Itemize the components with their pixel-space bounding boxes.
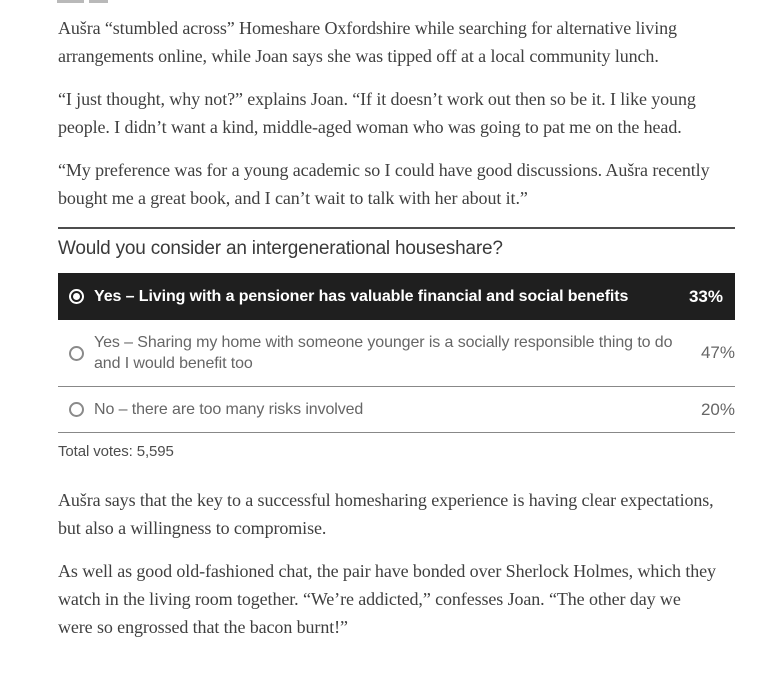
- poll-question: Would you consider an intergenerational houseshare?: [58, 238, 503, 259]
- poll-option-yes-sharing[interactable]: [58, 320, 735, 387]
- article-paragraph: “I just thought, why not?” explains Joan. “If it doesn’t work out then so be it. I like young people. I didn’t want a kind, middle-aged woman who was going to pat me on the head.: [58, 89, 696, 137]
- article-paragraph: “My preference was for a young academic so I could have good discussions. Aušra recently bought me a great book, and I can’t wait to talk with her about it.”: [58, 160, 710, 208]
- radio-unselected-icon[interactable]: [69, 346, 84, 361]
- article-content: [58, 14, 735, 656]
- poll-option-percent: 33%: [688, 286, 723, 306]
- poll-widget: [58, 227, 735, 460]
- poll-option-label: Yes – Sharing my home with someone younger is a socially responsible thing to do and I would benefit too: [94, 334, 673, 372]
- cropped-content-fragment: [57, 0, 117, 3]
- radio-selected-icon[interactable]: [69, 289, 84, 304]
- article-paragraph: Aušra says that the key to a successful homesharing experience is having clear expectations, but also a willingness to compromise.: [58, 490, 714, 538]
- poll-option-yes-pensioner[interactable]: [58, 273, 735, 320]
- poll-option-no-risks[interactable]: [58, 387, 735, 433]
- poll-option-label: Yes – Living with a pensioner has valuable financial and social benefits: [94, 288, 629, 305]
- radio-unselected-icon[interactable]: [69, 402, 84, 417]
- poll-option-percent: 47%: [700, 343, 735, 362]
- poll-option-percent: 20%: [700, 399, 735, 419]
- article-paragraph: Aušra “stumbled across” Homeshare Oxfordshire while searching for alternative living arrangements online, while Joan says she was tipped off at a local community lunch.: [58, 18, 677, 66]
- article-paragraph: As well as good old-fashioned chat, the pair have bonded over Sherlock Holmes, which they watch in the living room together. “We’re addicted,” confesses Joan. “The other day we were so engrossed that the bacon burnt!”: [58, 561, 716, 637]
- poll-total-votes: Total votes: 5,595: [58, 443, 174, 460]
- poll-option-label: No – there are too many risks involved: [94, 401, 364, 418]
